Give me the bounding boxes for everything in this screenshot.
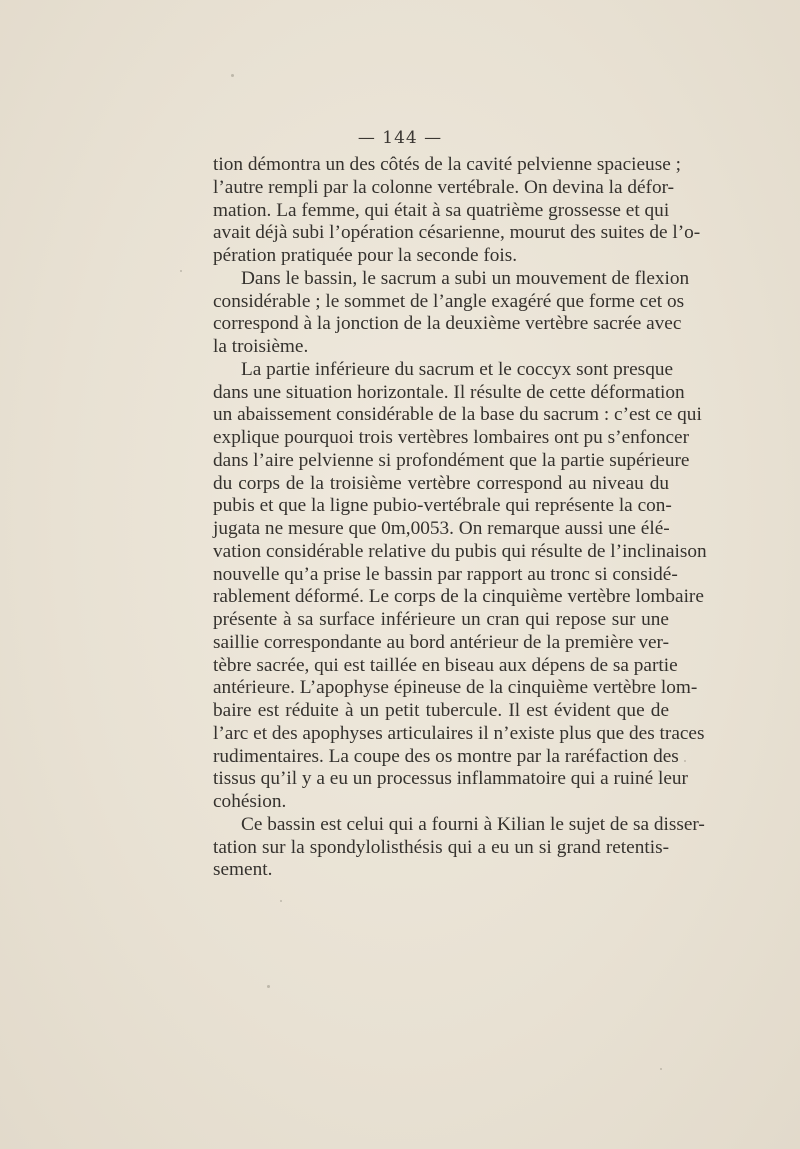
text-line: mation. La femme, qui était à sa quatrième grossesse et qui — [213, 199, 670, 221]
text-line: pération pratiquée pour la seconde fois. — [213, 245, 518, 266]
text-line: nouvelle qu’a prise le bassin par rapport au tronc si considé- — [213, 563, 678, 585]
text-line: saillie correspondante au bord antérieur de la première ver- — [213, 631, 669, 653]
paper-speck — [280, 900, 282, 902]
paper-speck — [231, 74, 234, 77]
text-line: vation considérable relative du pubis qui résulte de l’inclinaison — [213, 540, 707, 562]
text-line: baire est réduite à un petit tubercule. Il est évident que de — [213, 700, 669, 721]
text-line: rablement déformé. Le corps de la cinquième vertèbre lombaire — [213, 586, 704, 608]
text-line: explique pourquoi trois vertèbres lombaires ont pu s’enfoncer — [213, 427, 690, 448]
paragraph-first-line: La partie inférieure du sacrum et le coccyx sont presque — [241, 358, 674, 380]
text-line: l’arc et des apophyses articulaires il n’existe plus que des traces — [213, 722, 705, 744]
paper-speck — [684, 760, 686, 762]
text-line: jugata ne mesure que 0m,0053. On remarque aussi une élé- — [213, 518, 670, 539]
paper-speck — [267, 985, 270, 988]
text-line: dans l’aire pelvienne si profondément que la partie supérieure — [213, 449, 690, 471]
paper-speck — [660, 1068, 662, 1070]
paper-speck — [180, 270, 182, 272]
text-line: pubis et que la ligne pubio-vertébrale qui représente la con- — [213, 495, 672, 517]
text-line: tion démontra un des côtés de la cavité pelvienne spacieuse ; — [213, 154, 681, 175]
text-line: considérable ; le sommet de l’angle exagéré que forme cet os — [213, 290, 685, 312]
text-line: un abaissement considérable de la base du sacrum : c’est ce qui — [213, 404, 702, 426]
text-line: avait déjà subi l’opération césarienne, mourut des suites de l’o- — [213, 222, 701, 244]
text-line: rudimentaires. La coupe des os montre par la raréfaction des — [213, 745, 679, 767]
paragraph-first-line: Dans le bassin, le sacrum a subi un mouvement de flexion — [241, 267, 690, 289]
text-line: correspond à la jonction de la deuxième vertèbre sacrée avec — [213, 313, 682, 335]
page-number: — 144 — — [357, 128, 443, 148]
text-line: du corps de la troisième vertèbre correspond au niveau du — [213, 472, 669, 494]
text-line: l’autre rempli par la colonne vertébrale. On devina la défor- — [213, 176, 675, 198]
text-line: cohésion. — [213, 791, 287, 812]
text-line: tation sur la spondylolisthésis qui a eu un si grand retentis- — [213, 836, 669, 858]
text-line: tissus qu’il y a eu un processus inflammatoire qui a ruiné leur — [213, 768, 688, 790]
text-line: présente à sa surface inférieure un cran qui repose sur une — [213, 609, 669, 630]
text-line: dans une situation horizontale. Il résulte de cette déformation — [213, 381, 685, 403]
text-line: tèbre sacrée, qui est taillée en biseau aux dépens de sa partie — [213, 654, 678, 676]
paragraph-first-line: Ce bassin est celui qui a fourni à Kilian le sujet de sa disser- — [241, 813, 705, 835]
text-line: antérieure. L’apophyse épineuse de la cinquième vertèbre lom- — [213, 677, 698, 699]
body-text — [213, 154, 707, 882]
text-line: sement. — [213, 859, 273, 881]
text-line: la troisième. — [213, 336, 309, 357]
